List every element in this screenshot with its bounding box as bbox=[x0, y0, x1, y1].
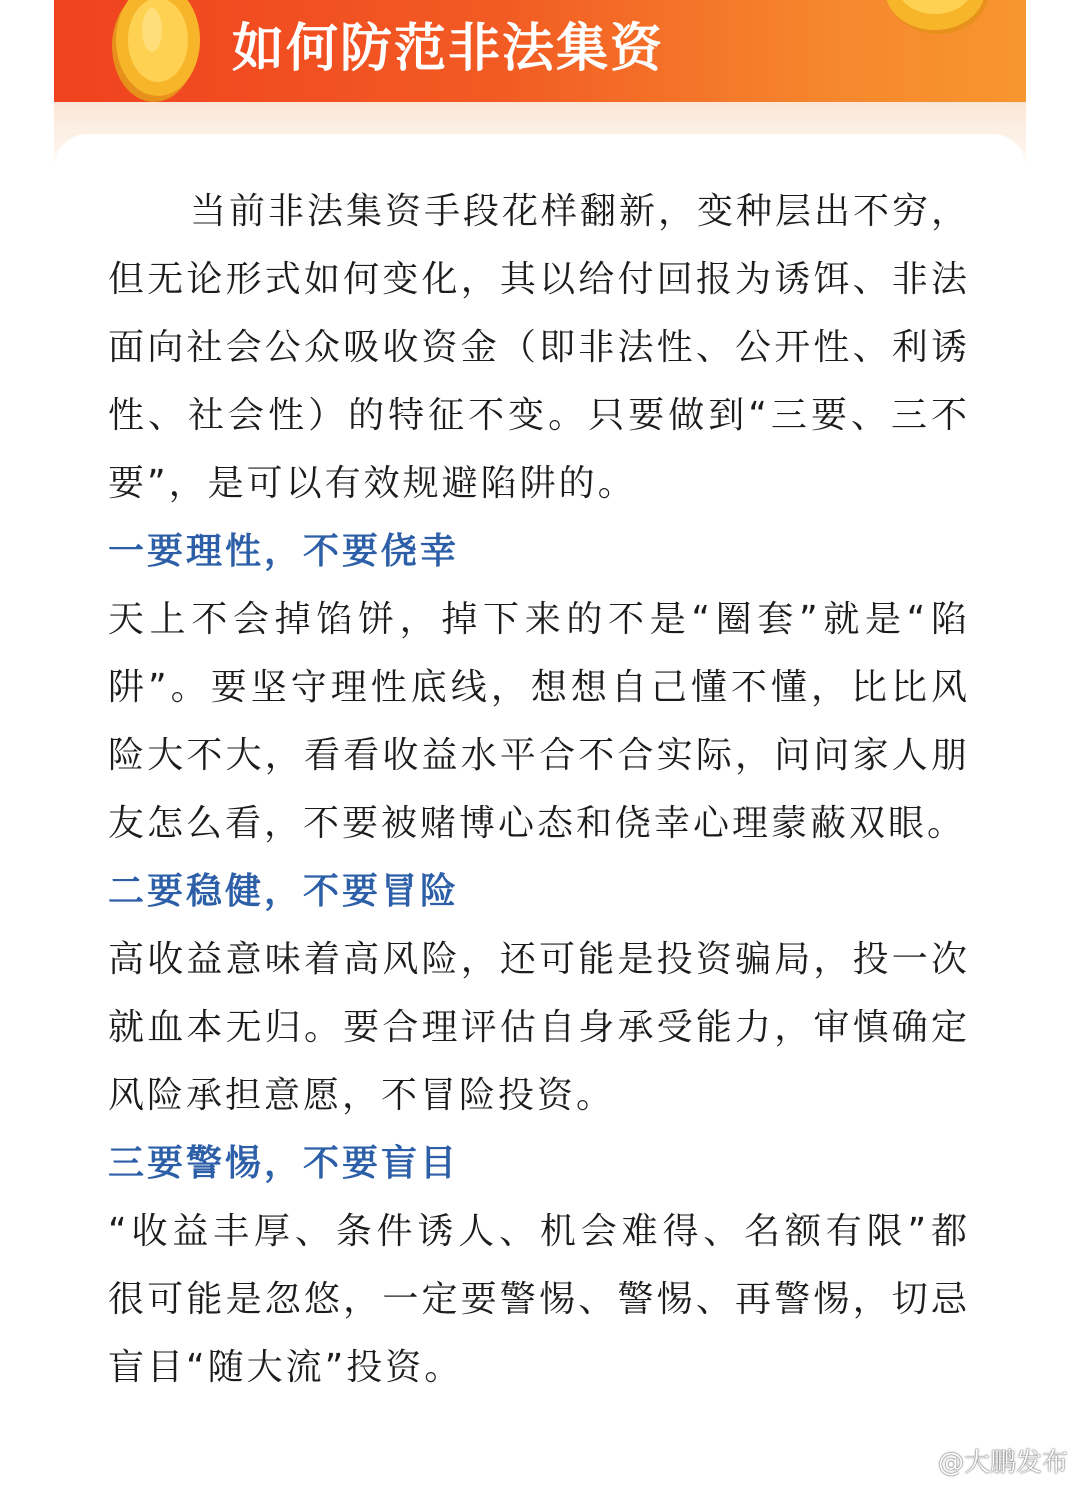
gold-coin-icon bbox=[880, 0, 990, 40]
page-title: 如何防范非法集资 bbox=[232, 19, 665, 79]
section-heading: 一要理性，不要侥幸 bbox=[108, 531, 460, 572]
gold-coin-icon bbox=[102, 0, 206, 102]
section-heading: 三要警惕，不要盲目 bbox=[108, 1143, 460, 1184]
watermark-text: @大鹏发布 bbox=[937, 1447, 1068, 1478]
section-paragraph: 高收益意味着高风险，还可能是投资骗局，投一次就血本无归。要合理评估自身承受能力，审慎确定风险承担意愿，不冒险投资。 bbox=[108, 939, 970, 1116]
weibo-logo-icon bbox=[900, 1446, 934, 1474]
section-heading: 二要稳健，不要冒险 bbox=[108, 871, 460, 912]
intro-paragraph: 当前非法集资手段花样翻新，变种层出不穷，但无论形式如何变化，其以给付回报为诱饵、非法面向社会公众吸收资金（即非法性、公开性、利诱性、社会性）的特征不变。只要做到“三要、三不要”，是可以有效规避陷阱的。 bbox=[108, 191, 971, 504]
article-body bbox=[108, 178, 970, 1402]
title-banner bbox=[54, 0, 1026, 102]
section-paragraph: 天上不会掉馅饼，掉下来的不是“圈套”就是“陷阱”。要坚守理性底线，想想自己懂不懂，比比风险大不大，看看收益水平合不合实际，问问家人朋友怎么看，不要被赌博心态和侥幸心理蒙蔽双眼。 bbox=[108, 599, 970, 844]
watermark bbox=[900, 1440, 1068, 1480]
section-paragraph: “收益丰厚、条件诱人、机会难得、名额有限”都很可能是忽悠，一定要警惕、警惕、再警惕，切忌盲目“随大流”投资。 bbox=[108, 1211, 970, 1388]
